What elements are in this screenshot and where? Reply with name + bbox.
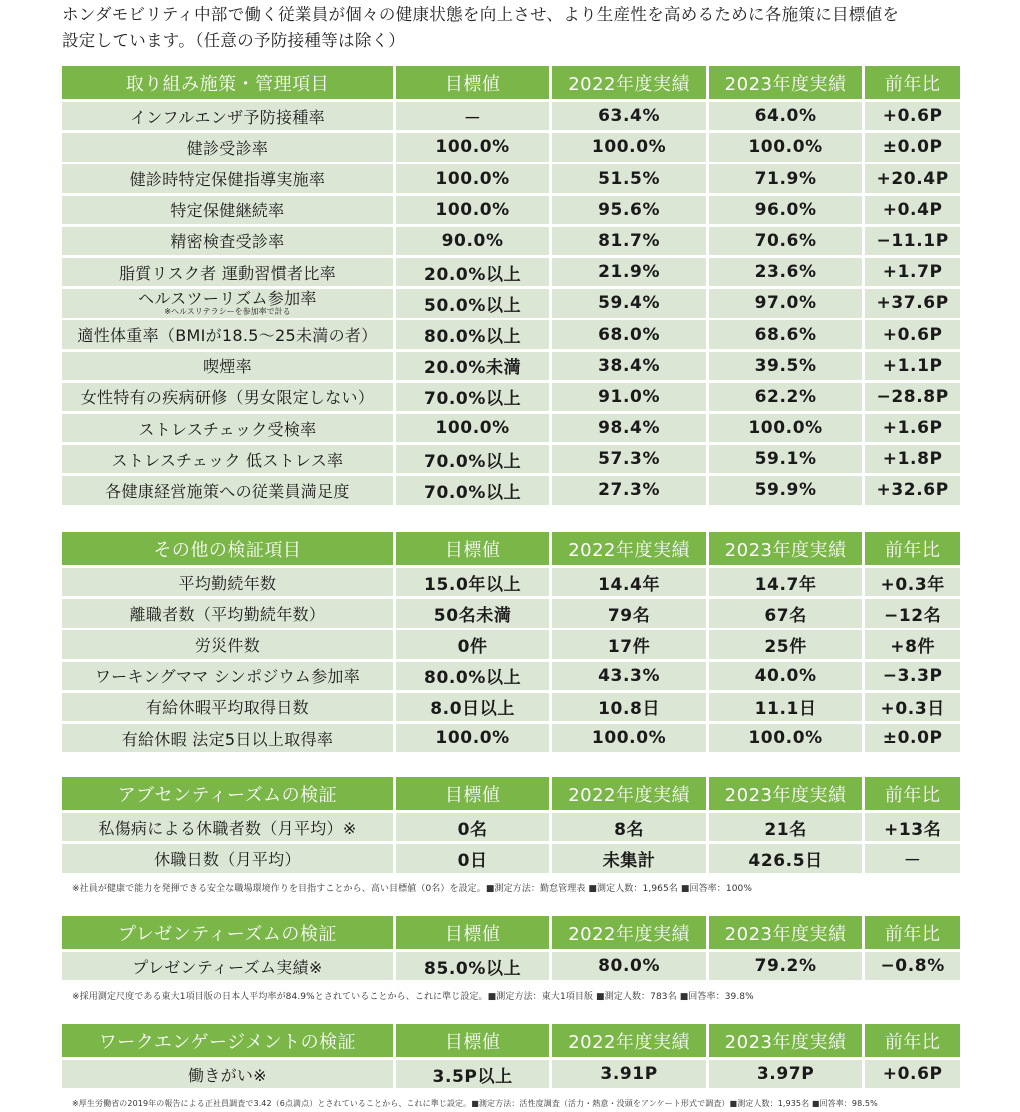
table-header <box>62 66 960 99</box>
table-work-engagement <box>62 1024 960 1091</box>
header-target: 目標値 <box>396 777 549 810</box>
row-2022: 100.0% <box>552 133 705 161</box>
row-diff: － <box>865 844 960 872</box>
row-diff: +0.6P <box>865 102 960 130</box>
row-target: 50.0%以上 <box>396 289 549 317</box>
row-label: ヘルスツーリズム参加率 <box>138 289 317 308</box>
row-sublabel: ※ヘルスリテラシーを参加率で計る <box>164 306 291 316</box>
table-header <box>62 532 960 565</box>
row-2022: 79名 <box>552 599 705 627</box>
row-label: 平均勤続年数 <box>62 568 393 596</box>
row-2022: 80.0% <box>552 952 705 980</box>
row-2023: 23.6% <box>709 258 862 286</box>
row-diff: +1.1P <box>865 352 960 380</box>
row-target: 100.0% <box>396 724 549 752</box>
row-2023: 68.6% <box>709 320 862 348</box>
row-label: ストレスチェック受検率 <box>62 414 393 442</box>
table-row <box>62 1060 960 1088</box>
row-target: 100.0% <box>396 164 549 192</box>
row-label: ストレスチェック 低ストレス率 <box>62 445 393 473</box>
row-label: 適性体重率（BMIが18.5～25未満の者） <box>62 320 393 348</box>
table-row <box>62 102 960 130</box>
header-2022: 2022年度実績 <box>552 532 705 565</box>
row-2023: 70.6% <box>709 227 862 255</box>
row-2023: 40.0% <box>709 662 862 690</box>
table-header <box>62 777 960 810</box>
header-target: 目標値 <box>396 532 549 565</box>
table-row <box>62 844 960 872</box>
row-diff: +0.6P <box>865 1060 960 1088</box>
row-label: 健診時特定保健指導実施率 <box>62 164 393 192</box>
row-diff: +0.3日 <box>865 693 960 721</box>
header-2022: 2022年度実績 <box>552 916 705 949</box>
row-diff: +0.4P <box>865 196 960 224</box>
row-2023: 71.9% <box>709 164 862 192</box>
table-row <box>62 289 960 317</box>
row-2022: 95.6% <box>552 196 705 224</box>
row-2022: 43.3% <box>552 662 705 690</box>
footnote-work-engagement: ※厚生労働省の2019年の報告による正社員調査で3.42（6点満点）とされていることから、これに準じ設定。■測定方法：活性度調査（活力・熱意・没頭をアンケート形式で調査）■測定人数：1,935名 ■回答率：98.5% <box>72 1099 878 1108</box>
row-2022: 91.0% <box>552 383 705 411</box>
row-2023: 21名 <box>709 813 862 841</box>
header-target: 目標値 <box>396 916 549 949</box>
header-diff: 前年比 <box>865 66 960 99</box>
row-diff: ±0.0P <box>865 133 960 161</box>
table-row <box>62 414 960 442</box>
row-2022: 98.4% <box>552 414 705 442</box>
row-target: 15.0年以上 <box>396 568 549 596</box>
table-row <box>62 813 960 841</box>
row-2023: 25件 <box>709 630 862 658</box>
row-target: 100.0% <box>396 196 549 224</box>
header-2023: 2023年度実績 <box>709 777 862 810</box>
row-label: ワーキングママ シンポジウム参加率 <box>62 662 393 690</box>
row-2023: 62.2% <box>709 383 862 411</box>
intro-line-1: ホンダモビリティ中部で働く従業員が個々の健康状態を向上させ、より生産性を高めるために各施策に目標値を <box>62 5 900 24</box>
table-header <box>62 916 960 949</box>
row-label: 各健康経営施策への従業員満足度 <box>62 476 393 504</box>
row-2023: 14.7年 <box>709 568 862 596</box>
row-2022: 59.4% <box>552 289 705 317</box>
row-2022: 57.3% <box>552 445 705 473</box>
row-diff: +13名 <box>865 813 960 841</box>
row-target: 80.0%以上 <box>396 320 549 348</box>
row-2022: 38.4% <box>552 352 705 380</box>
row-label: 労災件数 <box>62 630 393 658</box>
row-2023: 97.0% <box>709 289 862 317</box>
row-label-wrap <box>138 291 317 316</box>
header-2022: 2022年度実績 <box>552 66 705 99</box>
header-2022: 2022年度実績 <box>552 777 705 810</box>
row-diff: +20.4P <box>865 164 960 192</box>
table-row <box>62 724 960 752</box>
row-diff: +0.6P <box>865 320 960 348</box>
row-2022: 14.4年 <box>552 568 705 596</box>
row-diff: +1.8P <box>865 445 960 473</box>
row-2022: 8名 <box>552 813 705 841</box>
row-2022: 100.0% <box>552 724 705 752</box>
intro-line-2: 設定しています。（任意の予防接種等は除く） <box>62 31 406 50</box>
row-2022: 68.0% <box>552 320 705 348</box>
row-target: 70.0%以上 <box>396 445 549 473</box>
row-diff: +37.6P <box>865 289 960 317</box>
row-2022: 81.7% <box>552 227 705 255</box>
row-diff: ±0.0P <box>865 724 960 752</box>
table-row <box>62 133 960 161</box>
header-target: 目標値 <box>396 66 549 99</box>
table-row <box>62 383 960 411</box>
row-diff: +1.7P <box>865 258 960 286</box>
row-target: 70.0%以上 <box>396 476 549 504</box>
header-2023: 2023年度実績 <box>709 66 862 99</box>
header-item: 取り組み施策・管理項目 <box>62 66 393 99</box>
row-label: 精密検査受診率 <box>62 227 393 255</box>
row-diff: +8件 <box>865 630 960 658</box>
row-target: 20.0%以上 <box>396 258 549 286</box>
row-label: 女性特有の疾病研修（男女限定しない） <box>62 383 393 411</box>
table-health-measures <box>62 66 960 507</box>
row-2022: 51.5% <box>552 164 705 192</box>
header-item: ワークエンゲージメントの検証 <box>62 1024 393 1057</box>
header-diff: 前年比 <box>865 1024 960 1057</box>
row-diff: −28.8P <box>865 383 960 411</box>
row-2022: 21.9% <box>552 258 705 286</box>
row-2022: 未集計 <box>552 844 705 872</box>
row-label: 働きがい※ <box>62 1060 393 1088</box>
row-target: 50名未満 <box>396 599 549 627</box>
table-row <box>62 476 960 504</box>
table-row <box>62 320 960 348</box>
row-target: 80.0%以上 <box>396 662 549 690</box>
row-target: 100.0% <box>396 414 549 442</box>
table-other-verification <box>62 532 960 755</box>
table-row <box>62 952 960 980</box>
row-target: 0件 <box>396 630 549 658</box>
row-label: 健診受診率 <box>62 133 393 161</box>
row-target: 90.0% <box>396 227 549 255</box>
row-2022: 10.8日 <box>552 693 705 721</box>
row-2022: 27.3% <box>552 476 705 504</box>
row-diff: +0.3年 <box>865 568 960 596</box>
row-2023: 426.5日 <box>709 844 862 872</box>
row-label: 特定保健継続率 <box>62 196 393 224</box>
row-label: 有給休暇平均取得日数 <box>62 693 393 721</box>
footnote-absenteeism: ※社員が健康で能力を発揮できる安全な職場環境作りを目指すことから、高い目標値（0名）を設定。■測定方法：勤怠管理表 ■測定人数：1,965名 ■回答率：100% <box>72 884 752 894</box>
row-2023: 59.1% <box>709 445 862 473</box>
row-diff: +32.6P <box>865 476 960 504</box>
table-row <box>62 352 960 380</box>
row-diff: −11.1P <box>865 227 960 255</box>
row-label: プレゼンティーズム実績※ <box>62 952 393 980</box>
footnote-presenteeism: ※採用測定尺度である東大1項目版の日本人平均率が84.9%とされていることから、これに準じ設定。■測定方法：東大1項目版 ■測定人数：783名 ■回答率：39.8% <box>72 992 754 1002</box>
header-item: その他の検証項目 <box>62 532 393 565</box>
row-target: 0日 <box>396 844 549 872</box>
table-row <box>62 568 960 596</box>
row-2023: 100.0% <box>709 724 862 752</box>
row-2023: 64.0% <box>709 102 862 130</box>
table-row <box>62 599 960 627</box>
row-label: 脂質リスク者 運動習慣者比率 <box>62 258 393 286</box>
row-target: 20.0%未満 <box>396 352 549 380</box>
row-diff: −3.3P <box>865 662 960 690</box>
row-2023: 100.0% <box>709 414 862 442</box>
header-item: プレゼンティーズムの検証 <box>62 916 393 949</box>
row-label-cell <box>62 289 393 317</box>
table-row <box>62 196 960 224</box>
row-target: 70.0%以上 <box>396 383 549 411</box>
table-row <box>62 227 960 255</box>
row-label: 有給休暇 法定5日以上取得率 <box>62 724 393 752</box>
header-diff: 前年比 <box>865 532 960 565</box>
row-2023: 39.5% <box>709 352 862 380</box>
row-2023: 11.1日 <box>709 693 862 721</box>
row-label: 離職者数（平均勤続年数） <box>62 599 393 627</box>
header-2023: 2023年度実績 <box>709 1024 862 1057</box>
row-target: 85.0%以上 <box>396 952 549 980</box>
header-2023: 2023年度実績 <box>709 532 862 565</box>
table-row <box>62 164 960 192</box>
row-label: インフルエンザ予防接種率 <box>62 102 393 130</box>
header-diff: 前年比 <box>865 777 960 810</box>
row-2023: 96.0% <box>709 196 862 224</box>
header-2022: 2022年度実績 <box>552 1024 705 1057</box>
header-diff: 前年比 <box>865 916 960 949</box>
row-label: 喫煙率 <box>62 352 393 380</box>
row-label: 休職日数（月平均） <box>62 844 393 872</box>
header-item: アブセンティーズムの検証 <box>62 777 393 810</box>
row-2022: 63.4% <box>552 102 705 130</box>
row-2022: 3.91P <box>552 1060 705 1088</box>
row-target: 8.0日以上 <box>396 693 549 721</box>
row-target: 100.0% <box>396 133 549 161</box>
table-row <box>62 258 960 286</box>
row-diff: +1.6P <box>865 414 960 442</box>
row-diff: −12名 <box>865 599 960 627</box>
table-presenteeism <box>62 916 960 983</box>
row-2023: 67名 <box>709 599 862 627</box>
intro-text <box>62 2 972 54</box>
table-header <box>62 1024 960 1057</box>
row-2023: 3.97P <box>709 1060 862 1088</box>
table-row <box>62 445 960 473</box>
row-2023: 100.0% <box>709 133 862 161</box>
row-target: 3.5P以上 <box>396 1060 549 1088</box>
row-target: － <box>396 102 549 130</box>
row-2023: 79.2% <box>709 952 862 980</box>
row-2023: 59.9% <box>709 476 862 504</box>
row-diff: −0.8% <box>865 952 960 980</box>
table-row <box>62 693 960 721</box>
table-absenteeism <box>62 777 960 875</box>
table-row <box>62 630 960 658</box>
header-2023: 2023年度実績 <box>709 916 862 949</box>
row-label: 私傷病による休職者数（月平均）※ <box>62 813 393 841</box>
row-2022: 17件 <box>552 630 705 658</box>
row-target: 0名 <box>396 813 549 841</box>
table-row <box>62 662 960 690</box>
header-target: 目標値 <box>396 1024 549 1057</box>
